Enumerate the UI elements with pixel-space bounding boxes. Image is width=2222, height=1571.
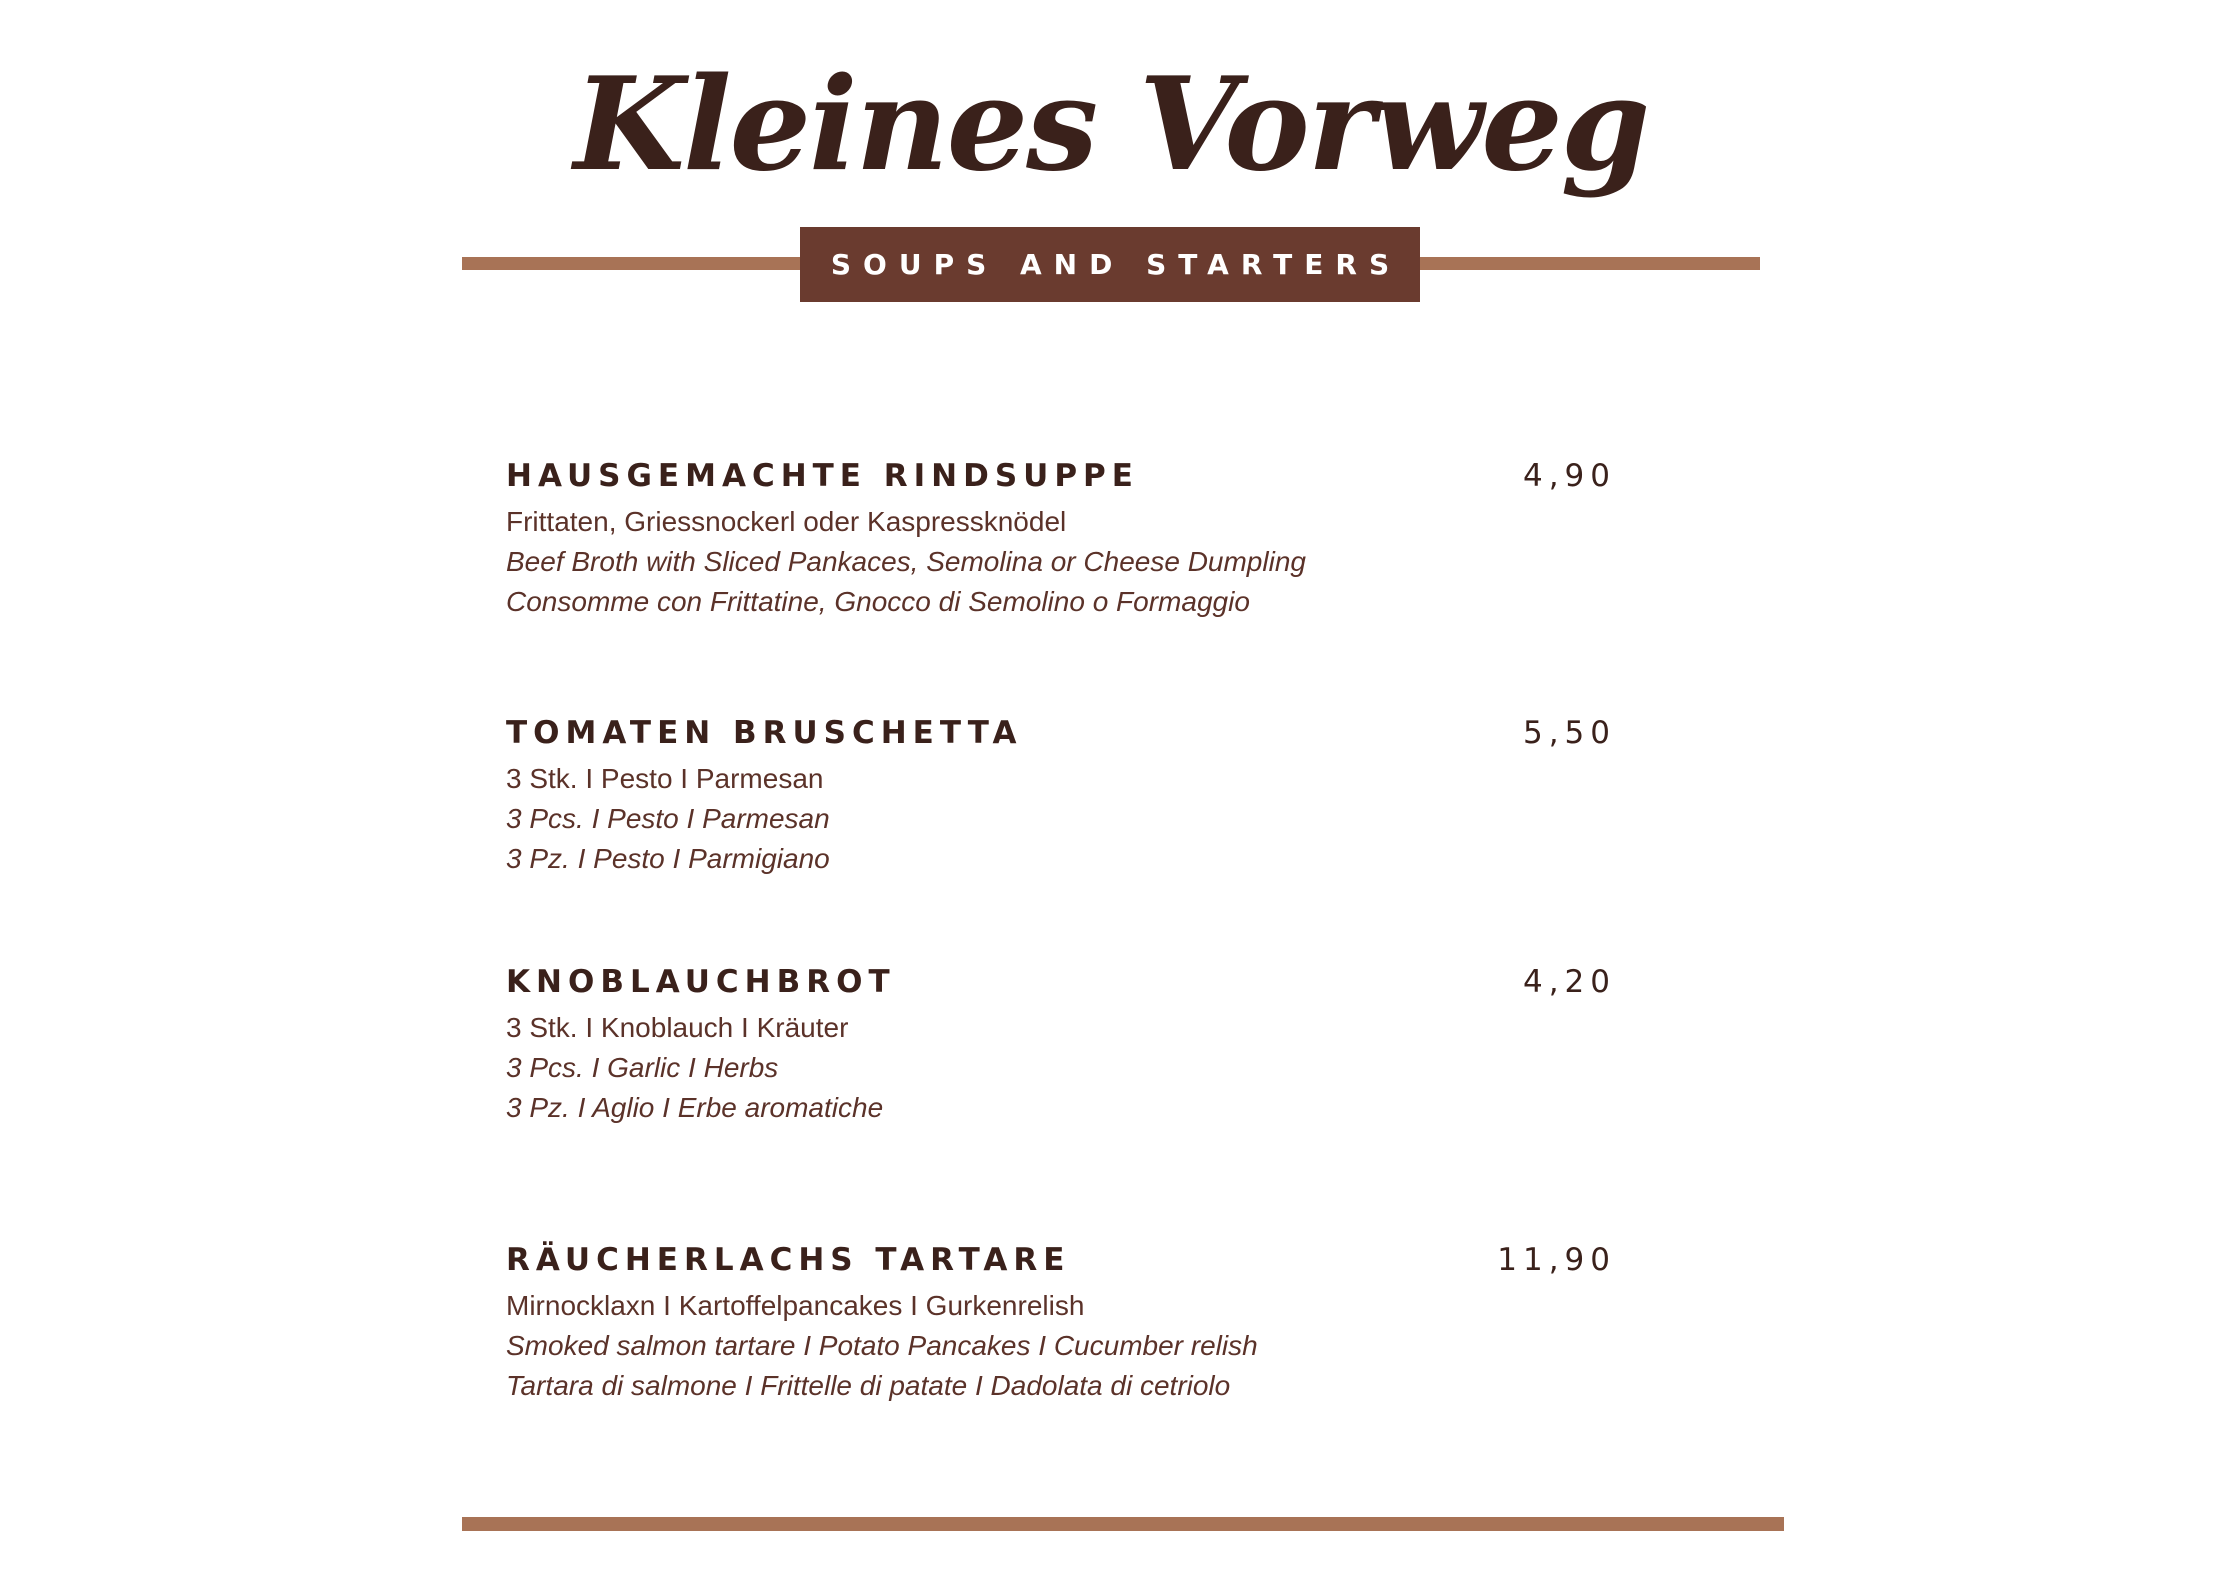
item-name: KNOBLAUCHBROT: [506, 964, 896, 1000]
item-description-english: 3 Pcs. I Garlic I Herbs: [506, 1052, 779, 1083]
item-price: 4,90: [1522, 458, 1616, 494]
section-banner: [800, 227, 1420, 302]
item-description-italian: Consomme con Frittatine, Gnocco di Semolino o Formaggio: [506, 586, 1250, 617]
item-price: 11,90: [1497, 1242, 1616, 1278]
item-description-italian: 3 Pz. I Aglio I Erbe aromatiche: [506, 1092, 884, 1123]
section-subtitle: SOUPS AND STARTERS: [830, 248, 1402, 281]
item-description-english: Smoked salmon tartare I Potato Pancakes I Cucumber relish: [506, 1330, 1258, 1361]
item-description-english: Beef Broth with Sliced Pankaces, Semolina or Cheese Dumpling: [506, 546, 1306, 577]
item-description-german: 3 Stk. I Knoblauch I Kräuter: [506, 1012, 849, 1043]
item-description-italian: Tartara di salmone I Frittelle di patate I Dadolata di cetriolo: [506, 1370, 1231, 1401]
item-description-german: Mirnocklaxn I Kartoffelpancakes I Gurkenrelish: [506, 1290, 1085, 1321]
item-name: RÄUCHERLACHS TARTARE: [506, 1242, 1071, 1278]
item-description-italian: 3 Pz. I Pesto I Parmigiano: [506, 843, 830, 874]
item-price: 5,50: [1522, 715, 1616, 751]
item-description-german: 3 Stk. I Pesto I Parmesan: [506, 763, 824, 794]
item-price: 4,20: [1522, 964, 1616, 1000]
item-name: HAUSGEMACHTE RINDSUPPE: [506, 458, 1139, 494]
item-name: TOMATEN BRUSCHETTA: [506, 715, 1023, 751]
item-description-german: Frittaten, Griessnockerl oder Kaspressknödel: [506, 506, 1067, 537]
footer-divider: [462, 1517, 1784, 1531]
item-description-english: 3 Pcs. I Pesto I Parmesan: [506, 803, 830, 834]
page-title: Kleines Vorweg: [573, 50, 1649, 200]
